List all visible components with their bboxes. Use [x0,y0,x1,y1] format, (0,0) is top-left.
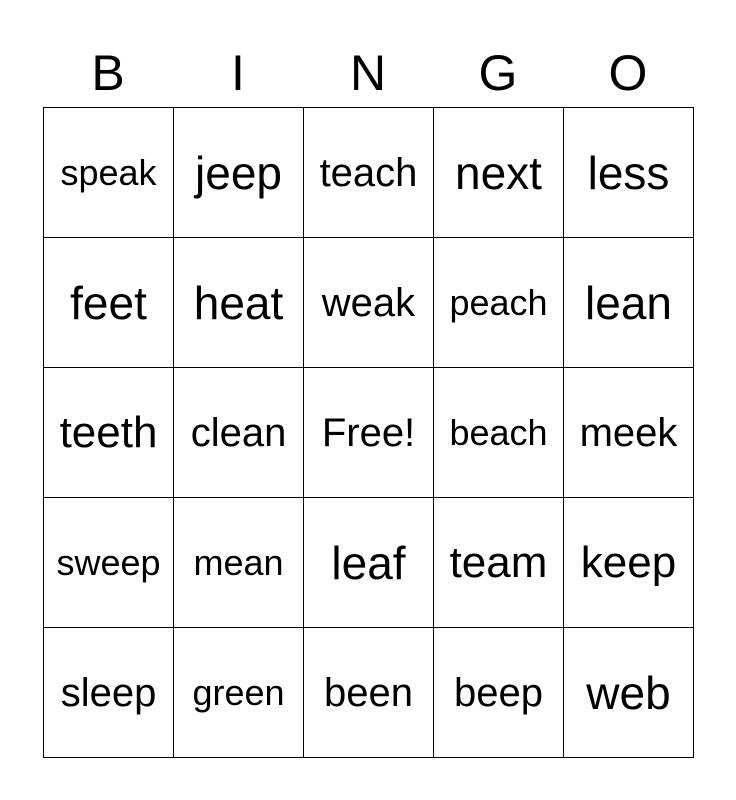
bingo-cell[interactable]: speak [44,108,174,238]
bingo-cell[interactable]: beep [434,628,564,758]
bingo-cell[interactable]: teach [304,108,434,238]
bingo-cell[interactable]: next [434,108,564,238]
header-letter-g: G [478,45,518,101]
bingo-cell[interactable]: jeep [174,108,304,238]
bingo-cell[interactable]: keep [564,498,694,628]
bingo-cell[interactable]: sweep [44,498,174,628]
bingo-free-cell[interactable]: Free! [304,368,434,498]
header-letter-o: O [608,45,648,101]
header-letter-b: B [91,45,125,101]
bingo-cell[interactable]: heat [174,238,304,368]
bingo-cell[interactable]: web [564,628,694,758]
bingo-cell[interactable]: green [174,628,304,758]
bingo-cell[interactable]: beach [434,368,564,498]
bingo-cell[interactable]: weak [304,238,434,368]
bingo-cell[interactable]: less [564,108,694,238]
bingo-cell[interactable]: mean [174,498,304,628]
bingo-cell[interactable]: leaf [304,498,434,628]
header-letter-n: N [349,45,387,101]
bingo-cell[interactable]: feet [44,238,174,368]
bingo-cell[interactable]: been [304,628,434,758]
bingo-cell[interactable]: teeth [44,368,174,498]
bingo-header [43,40,693,106]
bingo-cell[interactable]: meek [564,368,694,498]
bingo-board [43,107,694,758]
bingo-cell[interactable]: sleep [44,628,174,758]
bingo-cell[interactable]: lean [564,238,694,368]
bingo-cell[interactable]: clean [174,368,304,498]
bingo-cell[interactable]: peach [434,238,564,368]
bingo-cell[interactable]: team [434,498,564,628]
header-letter-i: I [231,45,245,101]
